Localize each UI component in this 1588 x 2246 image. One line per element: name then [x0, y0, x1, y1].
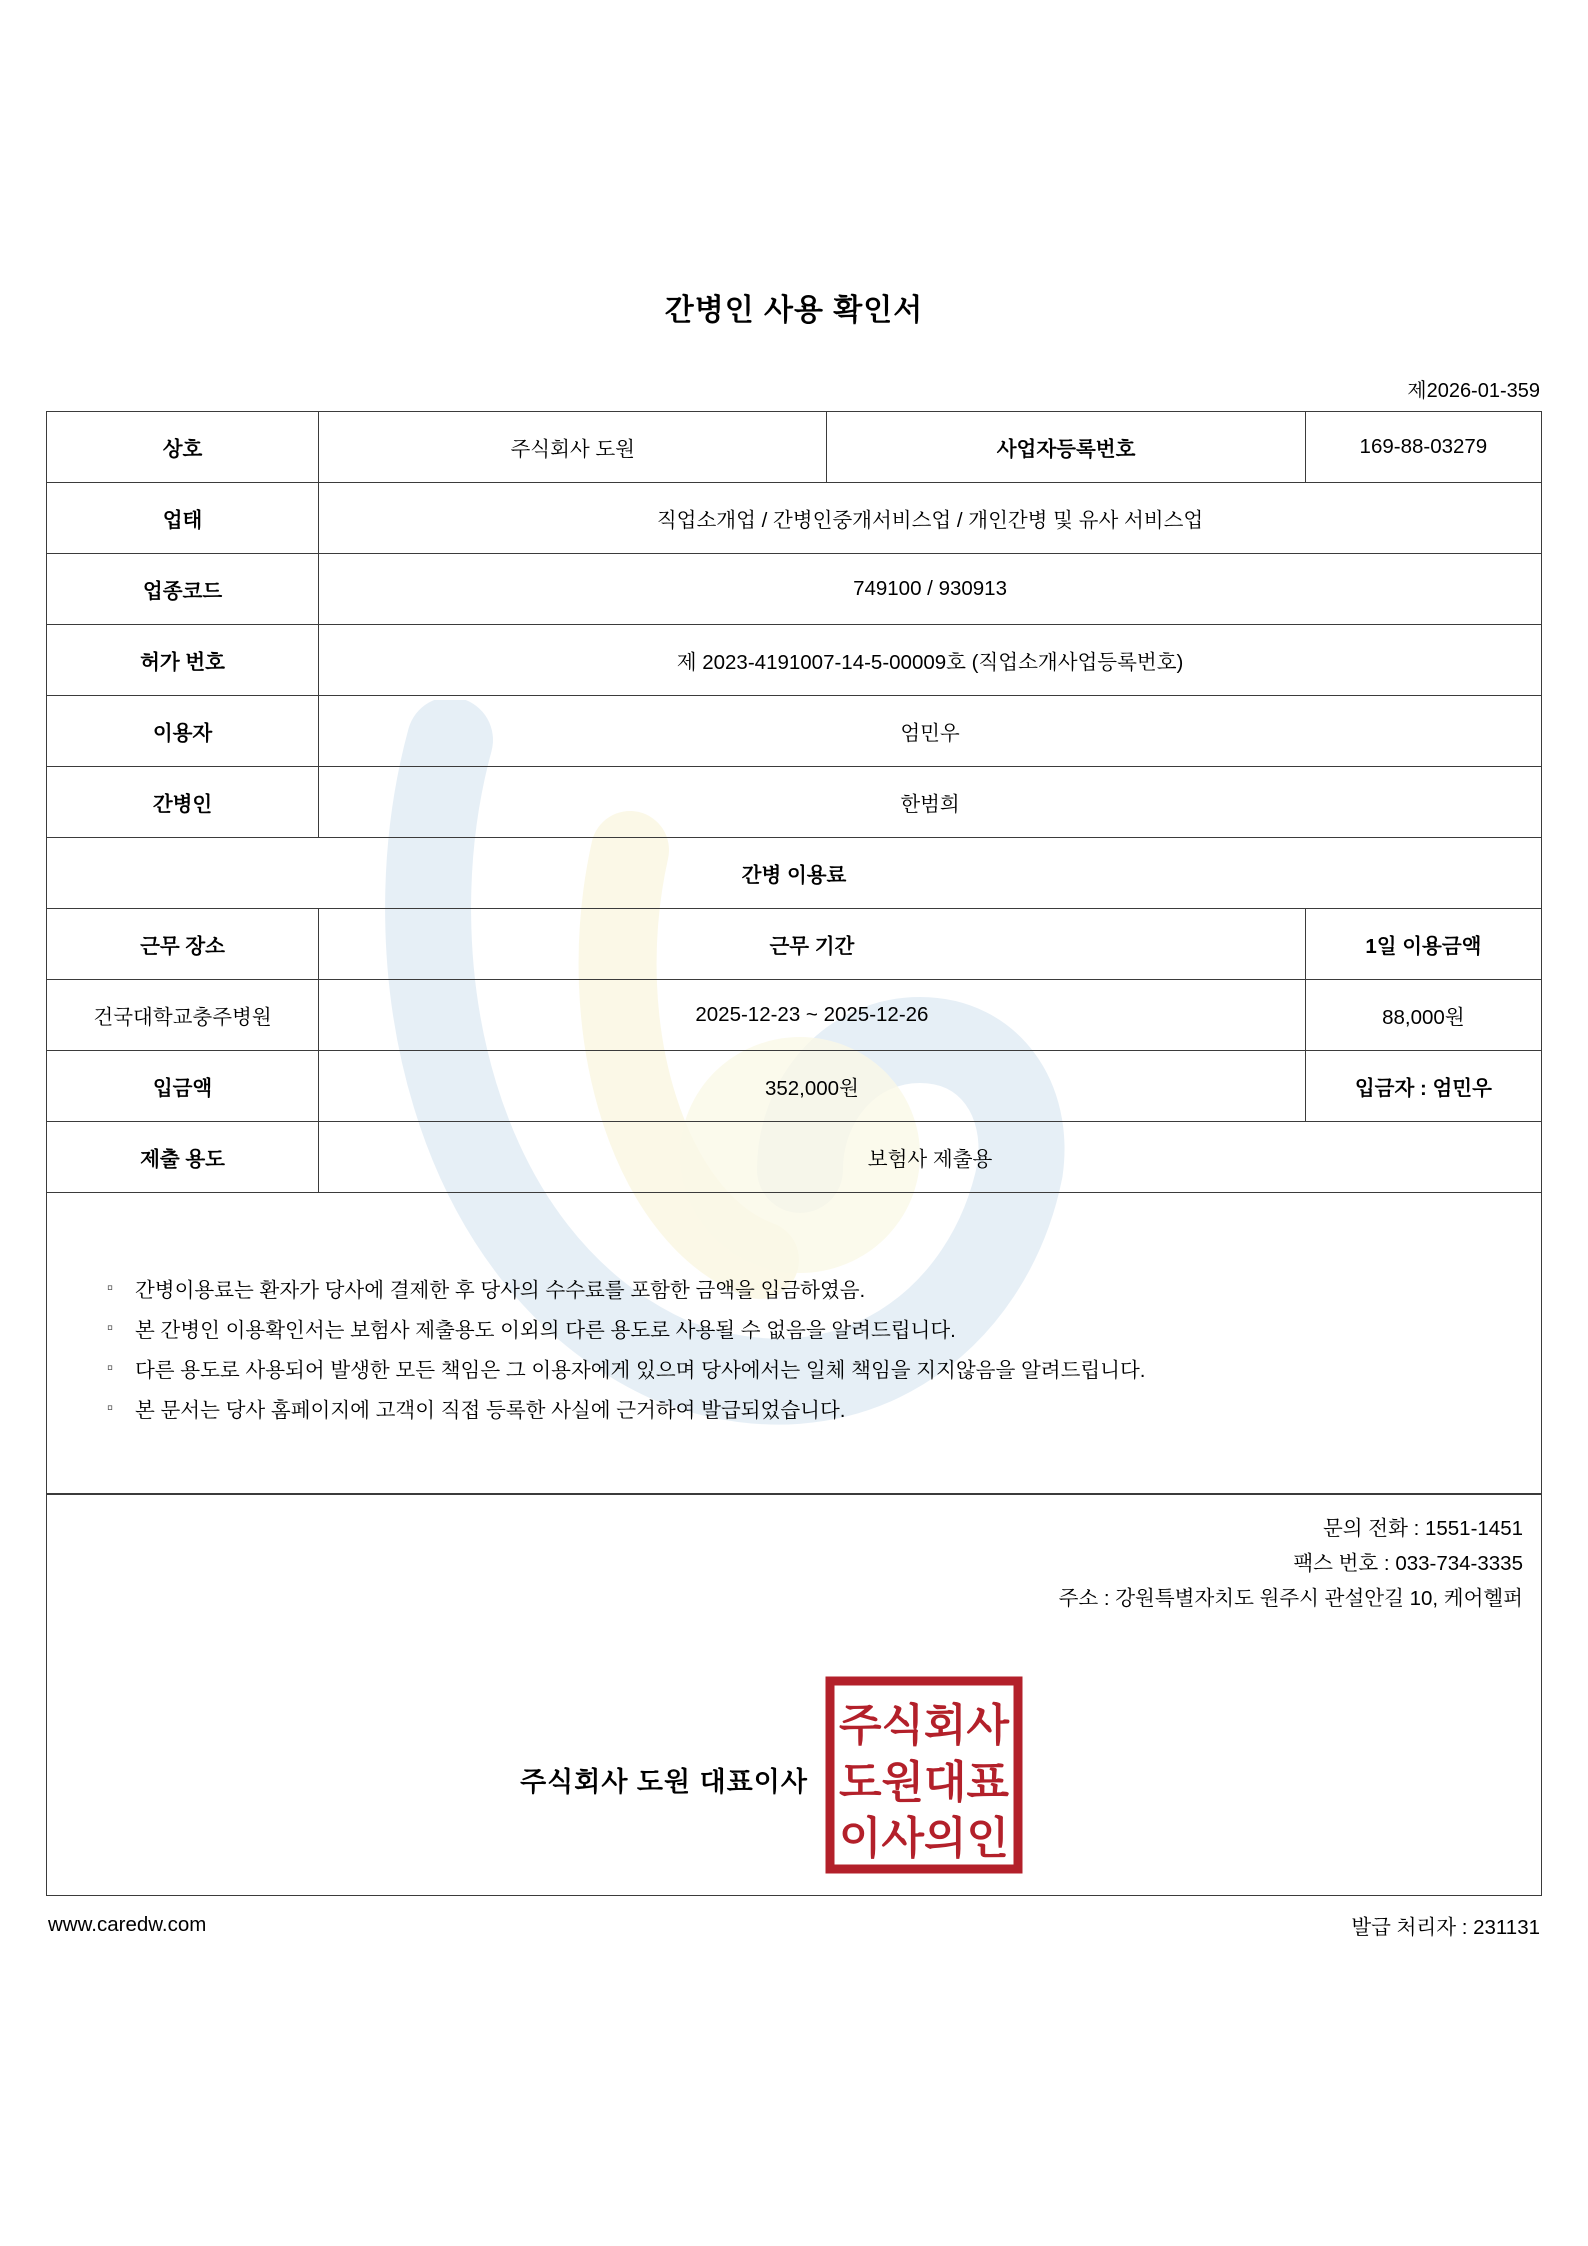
- user-value: 엄민우: [319, 696, 1542, 767]
- daily-fee-header: 1일 이용금액: [1305, 909, 1541, 980]
- notes-section: [46, 1193, 1542, 1494]
- signature-line: [47, 1760, 1541, 1799]
- daily-fee-value: 88,000원: [1305, 980, 1541, 1051]
- depositor-value: 입금자 : 엄민우: [1305, 1051, 1541, 1122]
- table-row: [47, 696, 1542, 767]
- caregiver-label: 간병인: [47, 767, 319, 838]
- user-label: 이용자: [47, 696, 319, 767]
- list-item: ▫ 본 간병인 이용확인서는 보험사 제출용도 이외의 다른 용도로 사용될 수 없음을 알려드립니다.: [107, 1311, 1541, 1351]
- document-number: 제2026-01-359: [1407, 380, 1540, 402]
- industry-code-label: 업종코드: [47, 554, 319, 625]
- fee-section-heading-row: [47, 838, 1542, 909]
- document-content: [46, 0, 1542, 1940]
- purpose-value: 보험사 제출용: [319, 1122, 1542, 1193]
- deposit-label: 입금액: [47, 1051, 319, 1122]
- list-item: ▫ 본 문서는 당사 홈페이지에 고객이 직접 등록한 사실에 근거하여 발급되었습니다.: [107, 1391, 1541, 1431]
- footer-website: www.caredw.com: [48, 1912, 207, 1936]
- business-number-value: 169-88-03279: [1305, 412, 1541, 483]
- svg-text:이사의인: 이사의인: [838, 1813, 1010, 1863]
- table-row: [47, 554, 1542, 625]
- work-period-header: 근무 기간: [319, 909, 1306, 980]
- page-footer: [46, 1910, 1542, 1940]
- page-title: 간병인 사용 확인서: [664, 294, 924, 327]
- business-type-label: 업태: [47, 483, 319, 554]
- svg-text:도원대표: 도원대표: [838, 1757, 1010, 1807]
- caregiver-value: 한범희: [319, 767, 1542, 838]
- contact-and-seal-section: [46, 1494, 1542, 1896]
- purpose-label: 제출 용도: [47, 1122, 319, 1193]
- footer-issuer: 발급 처리자 : 231131: [1351, 1915, 1540, 1939]
- list-item: ▫ 다른 용도로 사용되어 발생한 모든 책임은 그 이용자에게 있으며 당사에서는 일체 책임을 지지않음을 알려드립니다.: [107, 1351, 1541, 1391]
- work-place-value: 건국대학교충주병원: [47, 980, 319, 1051]
- table-row: [47, 412, 1542, 483]
- contact-fax: 팩스 번호 : 033-734-3335: [1293, 1552, 1523, 1576]
- business-number-label: 사업자등록번호: [827, 412, 1305, 483]
- table-row: [47, 1051, 1542, 1122]
- industry-code-value: 749100 / 930913: [319, 554, 1542, 625]
- contact-address: 주소 : 강원특별자치도 원주시 관설안길 10, 케어헬퍼: [1058, 1587, 1523, 1611]
- signature-text: 주식회사 도원 대표이사: [520, 1766, 808, 1797]
- license-number-label: 허가 번호: [47, 625, 319, 696]
- company-seal-icon: [824, 1675, 1024, 1875]
- notes-list: [47, 1271, 1541, 1431]
- fee-section-heading: 간병 이용료: [47, 838, 1542, 909]
- deposit-amount-value: 352,000원: [319, 1051, 1306, 1122]
- contact-phone: 문의 전화 : 1551-1451: [1322, 1516, 1523, 1540]
- company-name-label: 상호: [47, 412, 319, 483]
- table-row: [47, 767, 1542, 838]
- table-row: [47, 1122, 1542, 1193]
- list-item: ▫ 간병이용료는 환자가 당사에 결제한 후 당사의 수수료를 포함한 금액을 입금하였음.: [107, 1271, 1541, 1311]
- company-name-value: 주식회사 도원: [319, 412, 827, 483]
- table-row: [47, 909, 1542, 980]
- work-period-value: 2025-12-23 ~ 2025-12-26: [319, 980, 1306, 1051]
- certificate-table: [46, 411, 1542, 1193]
- table-row: [47, 980, 1542, 1051]
- table-row: [47, 625, 1542, 696]
- license-number-value: 제 2023-4191007-14-5-00009호 (직업소개사업등록번호): [319, 625, 1542, 696]
- table-row: [47, 483, 1542, 554]
- contact-block: [1059, 1511, 1523, 1617]
- business-type-value: 직업소개업 / 간병인중개서비스업 / 개인간병 및 유사 서비스업: [319, 483, 1542, 554]
- work-place-header: 근무 장소: [47, 909, 319, 980]
- svg-text:주식회사: 주식회사: [838, 1700, 1010, 1750]
